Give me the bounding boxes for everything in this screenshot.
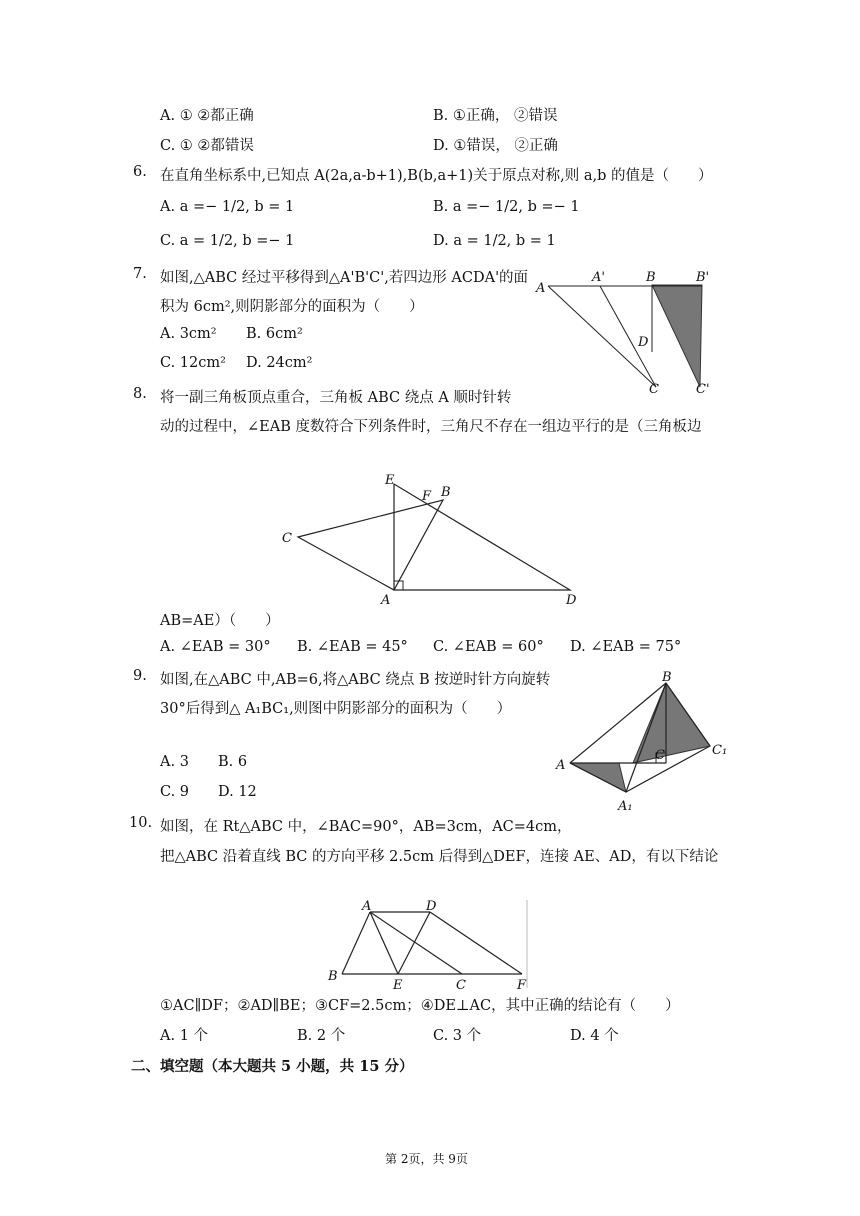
q8-label-D: D [566, 593, 577, 608]
q9-label-A: A [556, 758, 566, 773]
q6-option-d: D. a = 1/2, b = 1 [433, 233, 556, 249]
q9-option-d: D. 12 [218, 784, 257, 800]
q9-number: 9. [133, 668, 147, 684]
q10-number: 10. [129, 815, 153, 831]
section-heading: 二、填空题（本大题共 5 小题，共 15 分） [131, 1058, 414, 1075]
q7-option-b: B. 6cm² [246, 326, 303, 342]
q9-figure [552, 666, 742, 818]
q5-option-b: B. ①正确， ②错误 [433, 108, 558, 124]
q8-number: 8. [133, 386, 147, 402]
q7-option-d: D. 24cm² [246, 355, 313, 371]
q5-option-c: C. ① ②都错误 [160, 138, 254, 154]
q7-label-B-prime: B' [696, 270, 710, 285]
q8-stem-line2: 动的过程中，∠EAB 度数符合下列条件时，三角尺不存在一组边平行的是（三角板边 [160, 419, 702, 435]
q5-option-d: D. ①错误， ②正确 [433, 138, 558, 154]
q5-option-a: A. ① ②都正确 [160, 108, 254, 124]
q6-option-b: B. a =− 1/2, b =− 1 [433, 199, 580, 215]
q7-number: 7. [133, 266, 147, 282]
q9-option-c: C. 9 [160, 784, 190, 800]
q9-label-A1: A₁ [618, 799, 633, 814]
q10-label-B: B [328, 969, 338, 984]
q10-stem-line2: 把△ABC 沿着直线 BC 的方向平移 2.5cm 后得到△DEF，连接 AE、AD，有以下结论 [160, 849, 719, 865]
page-footer: 第 2页，共 9页 [385, 1152, 468, 1166]
q9-stem-line1: 如图,在△ABC 中,AB=6,将△ABC 绕点 B 按逆时针方向旋转 [160, 672, 551, 688]
q9-label-C1: C₁ [712, 743, 728, 758]
q10-conclusions: ①AC∥DF；②AD∥BE；③CF=2.5cm；④DE⊥AC，其中正确的结论有（ ） [160, 998, 680, 1014]
q8-label-A: A [381, 593, 391, 608]
q6-stem: 在直角坐标系中,已知点 A(2a,a-b+1),B(b,a+1)关于原点对称,则 a,b 的值是（ ） [160, 168, 713, 184]
q9-option-b: B. 6 [218, 754, 248, 770]
q8-figure [278, 470, 588, 610]
q7-label-B: B [646, 270, 656, 285]
q7-stem-line1: 如图,△ABC 经过平移得到△A'B'C',若四边形 ACDA'的面 [160, 270, 529, 286]
q10-stem-line1: 如图，在 Rt△ABC 中，∠BAC=90°，AB=3cm，AC=4cm， [160, 819, 572, 835]
q8-option-d: D. ∠EAB = 75° [570, 639, 682, 655]
q7-label-C-prime: C' [696, 382, 710, 397]
q10-label-F: F [517, 978, 527, 992]
q8-option-b: B. ∠EAB = 45° [297, 639, 408, 655]
q8-option-c: C. ∠EAB = 60° [433, 639, 544, 655]
q7-label-D: D [638, 335, 649, 350]
q7-stem-line2: 积为 6cm²,则阴影部分的面积为（ ） [160, 299, 424, 315]
q7-label-C: C [649, 382, 659, 397]
q7-option-c: C. 12cm² [160, 355, 226, 371]
q8-label-F: F [422, 489, 432, 504]
q10-option-d: D. 4 个 [570, 1028, 619, 1044]
q6-number: 6. [133, 164, 147, 180]
q10-figure [322, 896, 532, 992]
q9-label-C: C [655, 748, 665, 763]
q9-label-B: B [662, 670, 672, 685]
q9-stem-line2: 30°后得到△ A₁BC₁,则图中阴影部分的面积为（ ） [160, 701, 512, 717]
q10-label-A: A [362, 899, 372, 914]
q8-stem-line1: 将一副三角板顶点重合，三角板 ABC 绕点 A 顺时针转 [160, 390, 512, 406]
q6-option-a: A. a =− 1/2, b = 1 [160, 199, 295, 215]
q6-option-c: C. a = 1/2, b =− 1 [160, 233, 295, 249]
q7-option-a: A. 3cm² [160, 326, 217, 342]
q8-label-C: C [282, 531, 292, 546]
q8-label-E: E [385, 473, 395, 488]
q10-label-D: D [426, 899, 437, 914]
q7-label-A: A [536, 281, 546, 296]
q8-label-B: B [441, 485, 451, 500]
q8-stem-line3: AB=AE）（ ） [160, 613, 280, 629]
q10-option-c: C. 3 个 [433, 1028, 482, 1044]
q10-option-a: A. 1 个 [160, 1028, 209, 1044]
q9-option-a: A. 3 [160, 754, 189, 770]
q10-label-C: C [456, 978, 466, 992]
q8-option-a: A. ∠EAB = 30° [160, 639, 271, 655]
q10-label-E: E [393, 978, 403, 992]
q7-figure [530, 262, 730, 398]
q7-label-A-prime: A' [592, 270, 605, 285]
q10-option-b: B. 2 个 [297, 1028, 346, 1044]
